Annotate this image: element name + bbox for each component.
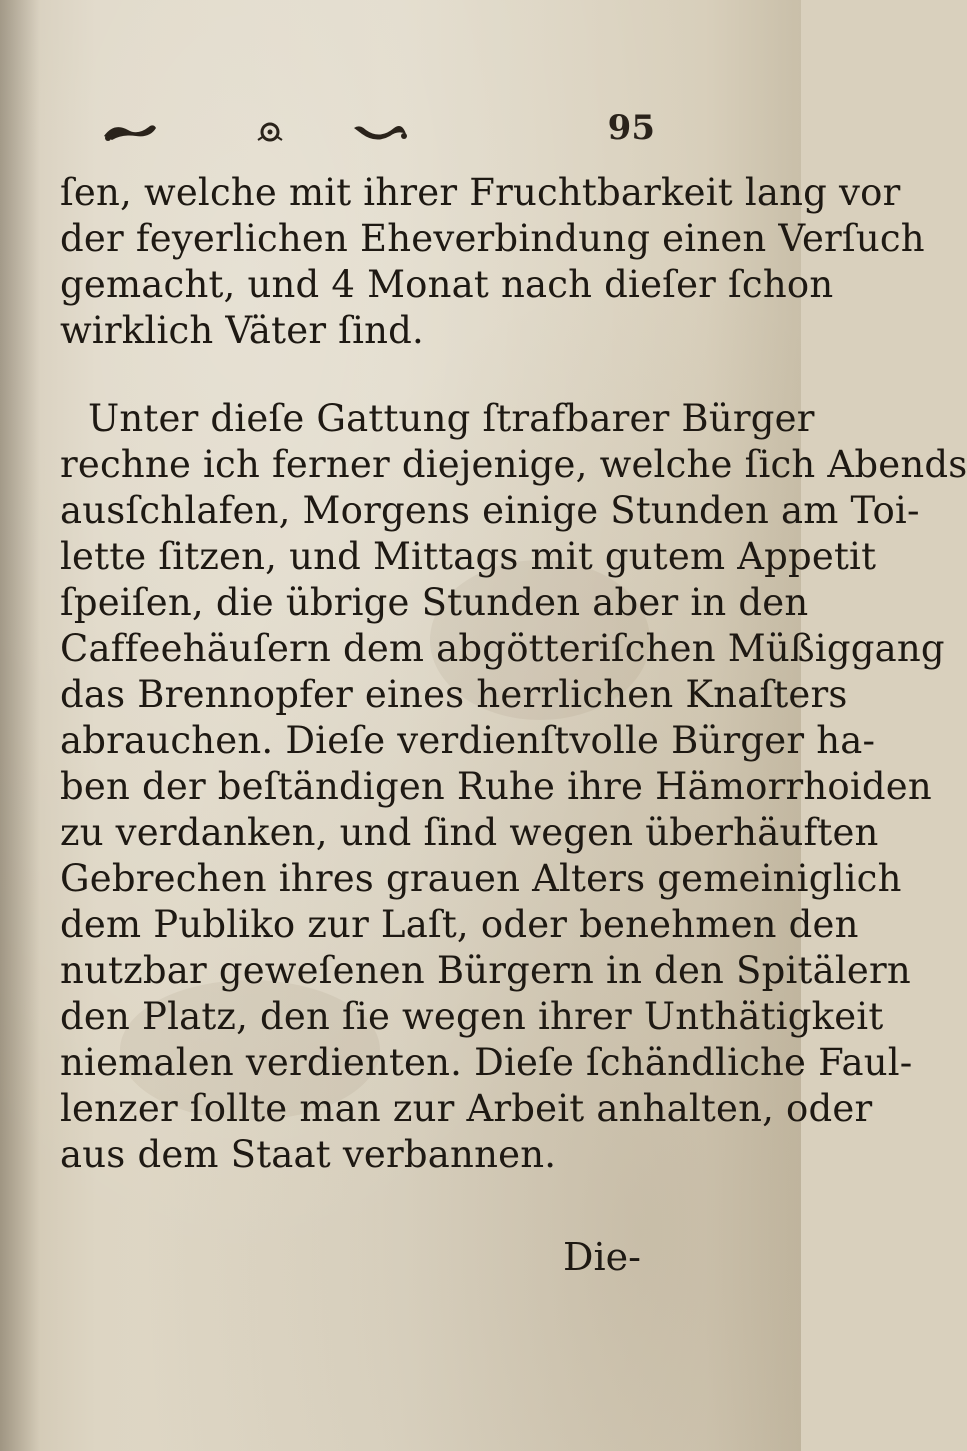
- ornament-right-icon: [350, 118, 410, 146]
- binding-shadow: [0, 0, 40, 1451]
- paragraph: [60, 170, 925, 354]
- text-line: ausſchlafen, Morgens einige Stunden am Toi-: [60, 489, 920, 532]
- paragraph: [60, 396, 967, 1178]
- paragraph-gap: [60, 354, 650, 396]
- text-line: Unter dieſe Gattung ſtrafbarer Bürger: [88, 397, 815, 440]
- text-line: nutzbar geweſenen Bürgern in den Spitälern: [60, 949, 911, 992]
- body-text: [60, 170, 967, 1178]
- text-line: Caffeehäuſern dem abgötteriſchen Müßiggang: [60, 627, 945, 670]
- page-number: 95: [607, 108, 655, 148]
- text-line: lette ſitzen, und Mittags mit gutem Appetit: [60, 535, 877, 578]
- text-line: der feyerlichen Eheverbindung einen Verſuch: [60, 217, 925, 260]
- text-line: den Platz, den ſie wegen ihrer Unthätigkeit: [60, 995, 884, 1038]
- ornament-center-icon: [250, 118, 290, 146]
- text-line: zu verdanken, und ſind wegen überhäuften: [60, 811, 879, 854]
- text-line: aus dem Staat verbannen.: [60, 1133, 557, 1176]
- text-line: Gebrechen ihres grauen Alters gemeiniglich: [60, 857, 902, 900]
- ornament-left-icon: [100, 118, 160, 146]
- text-line: ben der beſtändigen Ruhe ihre Hämorrhoiden: [60, 765, 932, 808]
- text-line: das Brennopfer eines herrlichen Knaſters: [60, 673, 848, 716]
- text-line: abrauchen. Dieſe verdienſtvolle Bürger ha-: [60, 719, 876, 762]
- catchword: Die-: [563, 1235, 641, 1279]
- text-line: wirklich Väter ſind.: [60, 309, 424, 352]
- page-header: [95, 100, 655, 160]
- text-line: ſpeiſen, die übrige Stunden aber in den: [60, 581, 809, 624]
- text-line: dem Publiko zur Laſt, oder benehmen den: [60, 903, 859, 946]
- text-line: ſen, welche mit ihrer Fruchtbarkeit lang vor: [60, 171, 901, 214]
- text-line: lenzer ſollte man zur Arbeit anhalten, oder: [60, 1087, 873, 1130]
- text-line: gemacht, und 4 Monat nach dieſer ſchon: [60, 263, 834, 306]
- text-line: rechne ich ferner diejenige, welche ſich Abends: [60, 443, 967, 486]
- text-line: niemalen verdienten. Dieſe ſchändliche Faul-: [60, 1041, 913, 1084]
